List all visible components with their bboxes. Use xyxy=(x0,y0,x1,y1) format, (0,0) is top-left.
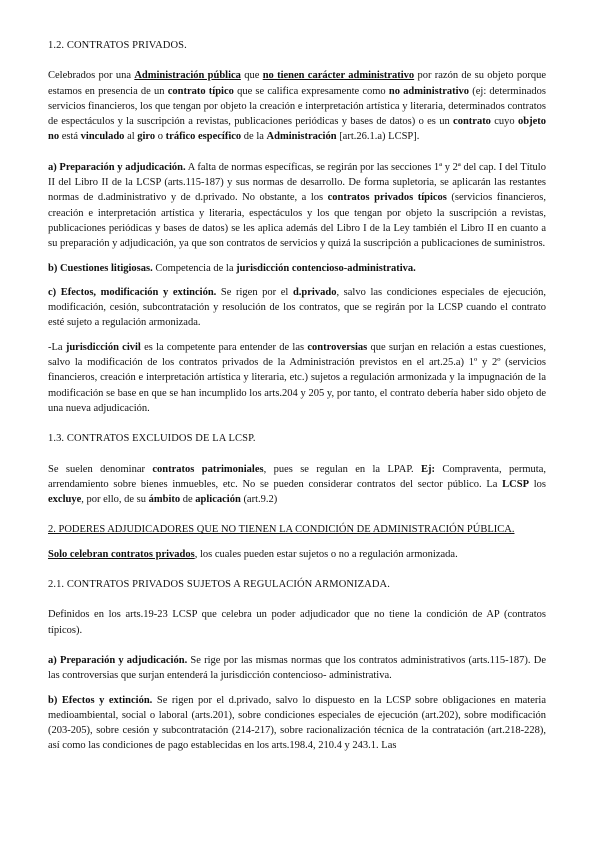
text-bold: contrato xyxy=(453,116,491,128)
text: cuyo xyxy=(490,116,518,128)
text-bold: objeto no xyxy=(48,116,546,143)
text-bold: c) Efectos, modificación y extinción. xyxy=(48,286,217,298)
text: Competencia de la xyxy=(152,262,237,274)
paragraph-efectos-extincion xyxy=(48,693,546,754)
text-bold: contrato típico xyxy=(167,85,234,97)
text: (ej: determinados servicios financieros, los que tengan por objeto la creación e interpretación artística y literaria, determinados contratos de espectáculos y la suscripción a revistas, publicaciones periódicas y bases de datos) o es un xyxy=(48,85,546,128)
text-bold: Solo celebran contratos privados xyxy=(48,548,195,560)
text: es la competente para entender de las xyxy=(140,341,308,353)
text-bold: jurisdicción civil xyxy=(65,341,141,353)
text: (servicios financieros, creación e interpretación artística y literaria, espectáculos y los que tengan por objeto la suscripción a revistas, publicaciones periódicas y bases de datos) se les aplica además del Libro I de la Ley también el Libro II en cuanto a su preparación y adjudicación, ya que son contratos de servicios y quizá la suscripción a publicaciones de suministros. xyxy=(48,192,547,250)
text-bold: a) Preparación y adjudicación. xyxy=(48,654,188,666)
paragraph-contratos-privados xyxy=(48,68,546,144)
text: de xyxy=(180,494,196,506)
text-bold: contratos privados típicos xyxy=(327,192,447,204)
text: está xyxy=(59,131,81,143)
text: , salvo las condiciones especiales de ejecución, modificación, cesión, subcontratación y resolución de los contratos, que se regirán por la LCSP cuando el contrato esté sujeto a regulación armonizada. xyxy=(48,286,546,329)
text: por razón de su objeto porque estamos en presencia de un xyxy=(48,70,546,97)
text: , los cuales pueden estar sujetos o no a regulación armonizada. xyxy=(194,548,458,560)
text: Se rige por las mismas normas que los contratos administrativos (arts.115-187). De las controversias que surjan entenderá la jurisdicción contencioso- administrativa. xyxy=(48,654,546,682)
text: Compraventa, permuta, arrendamiento sobre bienes inmuebles, etc. No se pueden considerar contratos del sector público. La xyxy=(48,463,546,490)
document-page xyxy=(48,38,546,754)
paragraph-poderes-adjudicadores xyxy=(48,547,546,562)
text: [art.26.1.a) LCSP]. xyxy=(336,131,420,143)
text-bold: vinculado xyxy=(80,131,125,143)
text-bold: no administrativo xyxy=(388,85,470,97)
section-title-2: 2. PODERES ADJUDICADORES QUE NO TIENEN LA CONDICIÓN DE ADMINISTRACIÓN PÚBLICA. xyxy=(48,524,515,536)
text-bold: giro xyxy=(137,131,156,143)
text-bold: Administración pública xyxy=(134,70,241,82)
text: de la xyxy=(241,131,267,143)
text-bold: Ej: xyxy=(421,463,436,475)
paragraph-definidos: Definidos en los arts.19-23 LCSP que celebra un poder adjudicador que no tiene la condición de AP (contratos típicos). xyxy=(48,609,546,636)
text: Celebrados por una xyxy=(48,70,135,82)
text-bold: no tienen carácter administrativo xyxy=(262,70,415,82)
text-bold: aplicación xyxy=(195,494,241,506)
text-bold: controversias xyxy=(307,341,368,353)
text: , pues se regulan en la LPAP. xyxy=(263,463,422,475)
paragraph-preparacion-2-1 xyxy=(48,653,546,684)
text-bold: Administración xyxy=(266,131,337,143)
section-title-1-3: 1.3. CONTRATOS EXCLUIDOS DE LA LCSP. xyxy=(48,433,256,445)
text-bold: jurisdicción contencioso-administrativa. xyxy=(236,262,416,274)
text: , por ello, de su xyxy=(81,494,149,506)
text: que surjan en relación a estas cuestiones, salvo la modificación de los contratos privados de la Administración previstos en el art.25.a) 1º y 2º (servicios financieros, creación e interpretación artística y literaria, etc.) sujetos a regulación armonizada y la impugnación de la modificación se base en que se han incumplido los arts.204 y 205 y, por tanto, el contrato debería haber sido objeto de una nueva adjudicación. xyxy=(48,341,546,414)
text: Se rigen por el d.privado, salvo lo dispuesto en la LCSP sobre obligaciones en materia medioambiental, social o laboral (arts.201), sobre condiciones especiales de ejecución (art.202), sobre modificación (203-205), sobre cesión y subcontratación (214-217), sobre racionalización técnica de la contratación (art.218-228), así como las condiciones de pago establecidas en los arts.198.4, 210.4 y 243.1. Las xyxy=(48,694,546,752)
text-bold: ámbito xyxy=(148,494,181,506)
text: que xyxy=(240,70,263,82)
text-bold: excluye xyxy=(48,494,82,506)
paragraph-efectos xyxy=(48,285,546,331)
text: -La xyxy=(48,341,66,353)
text: al xyxy=(124,131,138,143)
text-bold: LCSP xyxy=(502,478,530,490)
text-bold: b) Cuestiones litigiosas. xyxy=(48,262,153,274)
paragraph-contratos-excluidos xyxy=(48,462,546,508)
text-bold: contratos patrimoniales xyxy=(152,463,264,475)
text: A falta de normas específicas, se regirán por las secciones 1ª y 2ª del cap. I del Título II del Libro II de la LCSP (arts.115-187) y sus normas de desarrollo. De forma supletoria, se aplicarán las restantes normas de d.administrativo y de d.privado. No obstante, a los xyxy=(48,161,546,204)
paragraph-cuestiones-litigiosas xyxy=(48,261,546,276)
text-bold: tráfico específico xyxy=(165,131,242,143)
text: los xyxy=(529,478,546,490)
paragraph-jurisdiccion-civil xyxy=(48,340,546,416)
text-bold: a) Preparación y adjudicación. xyxy=(48,161,186,173)
paragraph-preparacion-adjudicacion xyxy=(48,160,546,252)
text: Se rigen por el xyxy=(216,286,293,298)
section-title-1-2: 1.2. CONTRATOS PRIVADOS. xyxy=(48,40,187,51)
text: Se suelen denominar xyxy=(48,463,153,475)
section-title-2-1: 2.1. CONTRATOS PRIVADOS SUJETOS A REGULACIÓN ARMONIZADA. xyxy=(48,579,390,591)
text-bold: b) Efectos y extinción. xyxy=(48,694,153,706)
text-bold: d.privado xyxy=(292,286,337,298)
text: o xyxy=(155,131,166,143)
text: que se califica expresamente como xyxy=(233,85,389,97)
text: (art.9.2) xyxy=(240,494,278,506)
